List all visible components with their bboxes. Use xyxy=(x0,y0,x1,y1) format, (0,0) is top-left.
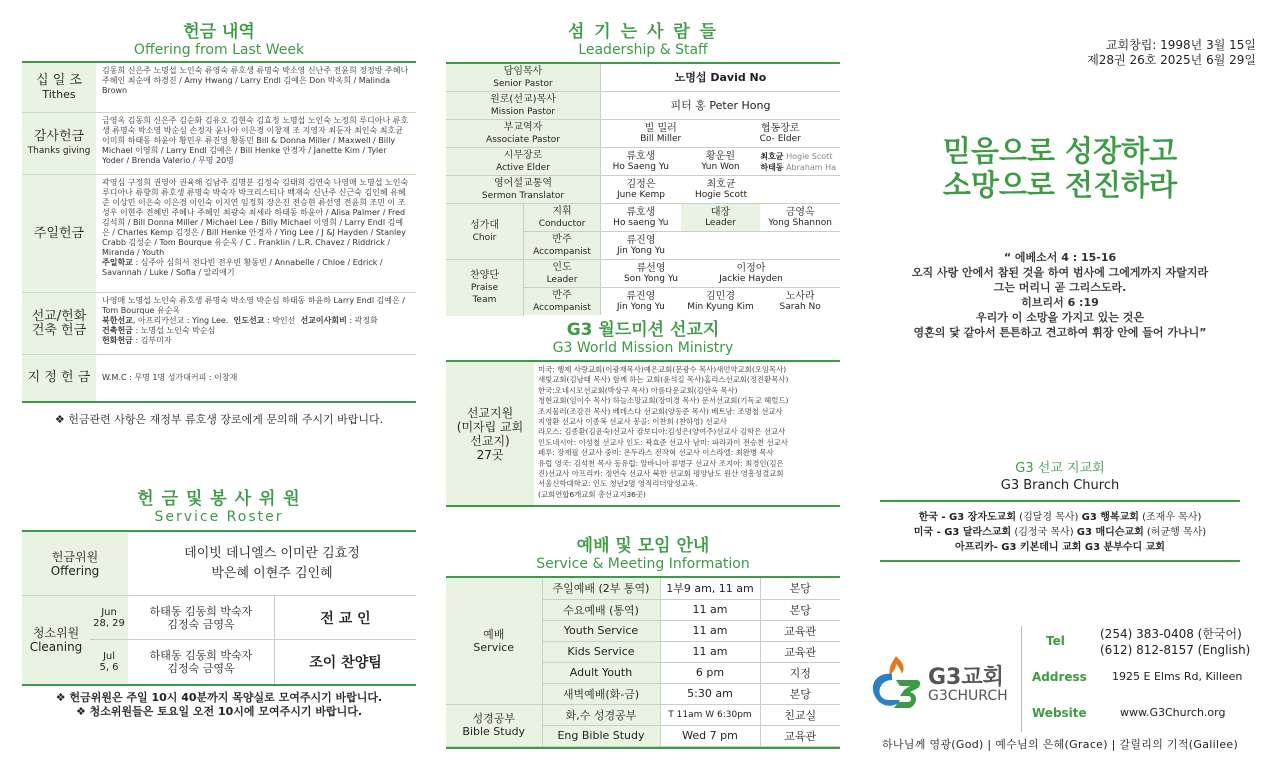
role-en: Team xyxy=(472,295,497,305)
branch-title: G3 선교 지교회 xyxy=(1015,461,1105,476)
service-place: 지정 xyxy=(760,662,840,683)
divider xyxy=(446,747,840,749)
mission-line: 새빛교회(김남태 목사) 함께 하는 교회(윤석길 목사)홈리스선교회(정진환목사) xyxy=(538,375,789,385)
board-label: 선교이사회비 xyxy=(300,316,347,325)
cleaning-group: 전 교 인 xyxy=(274,596,416,639)
verse-line: 히브리서 6 :19 xyxy=(1021,296,1099,309)
offering-row-thanks xyxy=(22,113,416,175)
cleaning-row xyxy=(90,640,416,684)
service-time: 11 am xyxy=(660,641,760,662)
bible-label-en: Bible Study xyxy=(462,725,526,738)
bible-label: 성경공부 xyxy=(472,712,515,725)
branch-church: 아프리카- G3 키본데니 교회 G3 분부수디 교회 xyxy=(955,542,1165,553)
leader-name-en: Hogie Scott xyxy=(694,189,748,200)
role-en: Mission Pastor xyxy=(490,106,556,117)
leader-name: 김정은 xyxy=(626,178,656,190)
study-time: T 11am W 6:30pm xyxy=(660,704,760,725)
leader-name-en: Min Kyung Kim xyxy=(687,301,754,312)
footer-tagline: 하나님께 영광(God) | 예수님의 은혜(Grace) | 갈릴리의 기적(Galilee) xyxy=(881,738,1239,751)
service-name: 수요예배 (통역) xyxy=(542,599,660,620)
branch-list xyxy=(880,510,1240,555)
mission-line: 서울신학대학교: 인도 청년2명 영적리더양성교육. xyxy=(538,479,698,489)
service-time: 5:30 am xyxy=(660,683,760,704)
label-ko: 주일헌금 xyxy=(33,225,85,241)
nk-label: 북한선교 xyxy=(102,316,133,325)
service-label-en: Service xyxy=(473,640,515,654)
leader-name: 빌 밀러 xyxy=(644,122,677,134)
offering-row-mission xyxy=(22,293,416,355)
label-ko2: 건축 헌금 xyxy=(31,322,87,338)
role-en: Choir xyxy=(472,232,497,243)
building-names: : 노명섭 노인숙 박순심 xyxy=(132,326,216,335)
role-ko: 지휘 xyxy=(552,205,572,217)
roster-note-2: ❖ 청소위원들은 토요일 오전 10시에 모여주시기 바랍니다. xyxy=(75,705,363,718)
service-time: 6 pm xyxy=(660,662,760,683)
leader-name-en: Yun Won xyxy=(701,161,740,172)
offering-names: 금영옥 김동희 신은주 김순화 김유오 김현숙 김효정 노명섭 노인숙 노정희 루디아나 류호생 류명숙 박소영 박순심 손정자 윤나아 이은경 이창재 조 지영자 최둔자 최인숙 최호균 이미희 하태동 하윤아 황민우 류진영 황동민 Bill & Donna Miller / Maxwell / Billy Michael 이영희 / Larry Endl 김예은 / Bill Henke 안경자 / Janette Kim / Tyler Yoder / Brenda Valerio / 무명 20명 xyxy=(102,116,409,165)
issue-number: 제28권 26호 2025년 6월 29일 xyxy=(1087,53,1256,67)
service-name: Kids Service xyxy=(542,641,660,662)
offering-row-sunday xyxy=(22,175,416,293)
branch-pastor: (김달경 목사) xyxy=(1015,512,1082,523)
mission-line: 미국: 행제 사랑교회(이광재목사)예은교회(문광수 목사)새언약교회(오임목사) xyxy=(538,365,787,374)
leader-name-en: Jackie Hayden xyxy=(719,273,783,284)
leader-name: 이정아 xyxy=(736,262,766,274)
roster-offering-row xyxy=(22,532,416,596)
leader-name-en: Hogie Scott xyxy=(786,151,833,161)
roster-title: 헌 금 및 봉 사 위 원 xyxy=(137,489,301,509)
role-en: Accompanist xyxy=(533,302,591,313)
roster-cleaning xyxy=(22,596,416,684)
divider xyxy=(22,401,416,403)
leader-name: 류호생 xyxy=(626,150,656,162)
mission-label: 선교지) xyxy=(470,433,510,448)
branch-pastor: (조재우 목사) xyxy=(1138,512,1202,523)
motto-line-1: 믿음으로 성장하고 xyxy=(942,134,1178,168)
website-link[interactable]: www.G3Church.org xyxy=(1120,706,1226,719)
role-ko: 찬양단 xyxy=(470,270,499,281)
role-ko: 성가대 xyxy=(470,219,499,231)
cleaning-names: 김정숙 금영옥 xyxy=(167,617,235,631)
offering-title: 헌금 내역 xyxy=(183,22,255,42)
address-value: 1925 E Elms Rd, Killeen xyxy=(1112,670,1243,683)
leader-name: 최호균 xyxy=(706,178,736,190)
flower-label: 헌화헌금 xyxy=(102,336,133,345)
leader-row-translator xyxy=(446,176,840,204)
branch-church: 한국 - G3 장자도교회 xyxy=(918,512,1016,523)
offering-names-1: 데이빗 데니엘스 이미란 김효정 xyxy=(184,545,360,561)
service-time: 11 am xyxy=(660,620,760,641)
service-time: 11 am xyxy=(660,599,760,620)
role-en: Leader xyxy=(546,274,578,285)
service-name: 새벽예배(화-금) xyxy=(542,683,660,704)
role-en: Leader xyxy=(705,217,736,228)
role-ko: 부교역자 xyxy=(503,121,543,133)
role-en: Conductor xyxy=(538,218,586,229)
label-ko: 선교/헌화 xyxy=(31,308,87,324)
branch-subtitle: G3 Branch Church xyxy=(1000,478,1120,493)
branch-church: 미국 - G3 달라스교회 xyxy=(913,527,1012,538)
offering-names: W.M.C : 무명 1명 성가대커피 : 이창재 xyxy=(102,373,238,382)
mission-title: G3 월드미션 선교지 xyxy=(566,320,720,340)
leader-name-en: Yong Shannon xyxy=(768,217,832,228)
divider xyxy=(880,500,1240,502)
role-ko: 인도 xyxy=(552,261,572,273)
divider xyxy=(1021,626,1022,732)
leader-name-en: Son Yong Yu xyxy=(623,273,679,284)
label-ko: 헌금위원 xyxy=(51,549,99,564)
scripture-verse xyxy=(880,250,1240,340)
role-ko: 반주 xyxy=(552,233,572,245)
offering-note: ❖ 헌금관련 사항은 재정부 류호생 장로에게 문의해 주시기 바랍니다. xyxy=(54,413,384,426)
tel-english[interactable]: (612) 812-8157 (English) xyxy=(1100,643,1251,657)
website-label: Website xyxy=(1032,706,1087,720)
offering-names xyxy=(96,175,416,292)
study-place: 교육관 xyxy=(760,725,840,746)
leadership-subtitle: Leadership & Staff xyxy=(578,42,708,58)
cleaning-names: 김정숙 금영옥 xyxy=(167,662,235,675)
leader-name-en: Ho saeng Yu xyxy=(613,217,669,228)
leader-name: 노사라 xyxy=(785,290,815,302)
mission-list xyxy=(534,362,840,505)
board-names: : 곽정화 xyxy=(346,316,378,325)
study-time: Wed 7 pm xyxy=(660,725,760,746)
tel-label: Tel xyxy=(1046,634,1065,648)
building-label: 건축헌금 xyxy=(102,326,133,335)
worship-subtitle: Service & Meeting Information xyxy=(536,556,750,572)
tel-korean[interactable]: (254) 383-0408 (한국어) xyxy=(1100,627,1242,641)
mission-section xyxy=(446,320,840,507)
role-en: Accompanist xyxy=(533,246,591,257)
label-en: Thanks giving xyxy=(27,145,91,156)
leadership-title: 섬 기 는 사 람 들 xyxy=(567,22,719,42)
leader-name-en: Co- Elder xyxy=(759,133,801,144)
india-label: 인도선교 xyxy=(233,316,265,325)
roster-note-1: ❖ 헌금위원은 주일 10시 40분까지 목양실로 모여주시기 바랍니다. xyxy=(55,691,383,704)
offering-row-tithes xyxy=(22,63,416,113)
offering-section xyxy=(22,22,416,427)
cleaning-names: 하태동 김동희 박숙자 xyxy=(149,649,253,662)
verse-line: 그는 머리니 곧 그리스도라. xyxy=(993,281,1127,294)
role-en: Praise xyxy=(470,283,499,293)
leader-name: 류진영 xyxy=(626,234,656,246)
study-name: Eng Bible Study xyxy=(542,725,660,746)
divider xyxy=(880,560,1240,562)
leader-name: 류진영 xyxy=(626,290,656,302)
offering-names xyxy=(96,293,416,354)
leader-name: 금영옥 xyxy=(785,206,815,218)
role-en: Senior Pastor xyxy=(493,78,553,89)
branch-church: G3 매디슨교회 xyxy=(1076,527,1144,538)
role-ko: 대장 xyxy=(710,206,731,218)
leader-name-en: June Kemp xyxy=(617,189,665,200)
leader-name: 황운원 xyxy=(706,150,735,162)
branch-church: G3 행복교회 xyxy=(1081,512,1139,523)
founded-date: 교회창립: 1998년 3월 15일 xyxy=(1105,38,1256,52)
label-ko: 십 일 조 xyxy=(36,72,82,88)
leader-name: 노명섭 David No xyxy=(674,71,767,84)
service-place: 본당 xyxy=(760,599,840,620)
flower-names: : 김부미자 xyxy=(132,336,172,345)
mission-line: 지영환 선교사 이종복 선교사 몽골: 이찬희 (찬하영) 선교사 xyxy=(538,417,727,427)
service-place: 본당 xyxy=(760,683,840,704)
leader-name-en: Ho Saeng Yu xyxy=(612,161,670,172)
leader-row-mission xyxy=(446,92,840,120)
leader-name-en: Sarah No xyxy=(779,301,821,312)
label-en: Cleaning xyxy=(29,640,83,654)
study-place: 친교실 xyxy=(760,704,840,725)
mission-label: (미자립 교회 xyxy=(456,419,524,434)
role-en: Sermon Translator xyxy=(481,190,565,201)
address-label: Address xyxy=(1032,670,1087,684)
date-days: 5, 6 xyxy=(99,662,119,673)
leader-name: 하태동 xyxy=(760,162,784,172)
cleaning-names: 하태동 김동희 박숙자 xyxy=(149,604,253,618)
role-ko: 담임목사 xyxy=(503,65,543,77)
offering-names: 김동희 신은주 노명섭 노인숙 류영숙 류호생 류명숙 박소영 신난주 전윤희 정정방 주혜나 주혜인 최순애 하경진 / Amy Hwang / Larry Endl 김예은 Don 박옥희 / Malinda Brown xyxy=(102,66,409,95)
roster-subtitle: Service Roster xyxy=(154,509,284,525)
branch-pastor: (허균행 목사) xyxy=(1143,527,1207,538)
leader-name-en: Bill Miller xyxy=(640,133,682,144)
leader-name-en: Jin Yong Yu xyxy=(617,245,665,256)
service-label: 예배 xyxy=(483,627,505,641)
church-logo xyxy=(866,650,1016,712)
leader-name: 협동장로 xyxy=(760,122,800,134)
worship-row xyxy=(446,578,840,599)
role-en: Associate Pastor xyxy=(486,134,560,145)
g3-logo-icon xyxy=(866,650,926,712)
service-place: 본당 xyxy=(760,578,840,599)
leader-name: 피터 홍 Peter Hong xyxy=(670,99,771,112)
service-place: 교육관 xyxy=(760,641,840,662)
leader-row-choir xyxy=(446,204,840,260)
school-label: 주일학교 xyxy=(102,258,133,267)
mission-label: 선교지원 xyxy=(466,405,514,420)
role-ko: 영어설교통역 xyxy=(494,177,552,189)
india-names: : 박인선 xyxy=(264,316,296,325)
label-ko: 지 정 헌 금 xyxy=(27,370,91,385)
service-time: 1부9 am, 11 am xyxy=(660,578,760,599)
offering-row-designated xyxy=(22,355,416,401)
role-ko: 반주 xyxy=(552,289,572,301)
mission-names: 나영매 노명섭 노인숙 류호생 류명숙 박소영 박순심 하태동 하윤하 Larry Endl 김예은 / Tom Bourque 유순옥 xyxy=(102,296,406,315)
branch-pastor: (김정국 목사) xyxy=(1011,527,1077,538)
verse-line: “ 에베소서 4 : 15-16 xyxy=(1003,251,1117,264)
offering-subtitle: Offering from Last Week xyxy=(133,42,305,58)
offering-names-2: 박은혜 이현주 김인혜 xyxy=(211,565,333,581)
label-ko: 감사헌금 xyxy=(33,128,85,144)
role-ko: 원로(선교)목사 xyxy=(490,93,556,105)
mission-line: 한국:오네시모선교회(박상구 목사) 아름다운교회(김안옥 목사) xyxy=(538,385,738,395)
divider xyxy=(446,505,840,507)
service-place: 교육관 xyxy=(760,620,840,641)
worship-table xyxy=(446,578,840,747)
label-ko: 청소위원 xyxy=(32,626,80,640)
label-en: Offering xyxy=(50,563,100,578)
role-en: Active Elder xyxy=(496,162,550,173)
leader-name: 최호균 xyxy=(760,151,784,161)
leader-name: 류선영 xyxy=(636,262,666,274)
leader-row-praise xyxy=(446,260,840,316)
verse-line: 우리가 이 소망을 가지고 있는 것은 xyxy=(976,311,1144,324)
role-ko: 시무장로 xyxy=(503,149,543,161)
service-name: Adult Youth xyxy=(542,662,660,683)
worship-row xyxy=(446,704,840,725)
date-month: Jul xyxy=(102,651,116,662)
motto xyxy=(880,134,1240,202)
service-name: 주일예배 (2부 통역) xyxy=(542,578,660,599)
issue-info xyxy=(1087,38,1256,68)
service-name: Youth Service xyxy=(542,620,660,641)
tel-numbers xyxy=(1100,626,1250,658)
mission-label: 27곳 xyxy=(476,447,504,462)
nk-names: , 아프리카선교 : Ying Lee. xyxy=(132,316,229,325)
mission-line: 유럽 영국: 김석천 목사 동유럽: 알바니아 류병구 선교사 조지아: 최경인(김은 xyxy=(538,458,784,468)
mission-line: 청현교회(임이수 목사) 하늘소망교회(장미경 목사) 문서선교회(기독교 헤럴드) xyxy=(538,396,789,406)
divider xyxy=(22,684,416,686)
worship-section xyxy=(446,536,840,749)
date-days: 28, 29 xyxy=(93,617,125,629)
cleaning-group: 조이 찬양팀 xyxy=(274,640,416,684)
cleaning-row xyxy=(90,596,416,640)
leader-row-elder xyxy=(446,148,840,176)
logo-text-en: G3CHURCH xyxy=(928,688,1008,704)
motto-line-2: 소망으로 전진하라 xyxy=(942,168,1178,202)
leader-name: 류호생 xyxy=(626,206,656,218)
mission-body xyxy=(446,362,840,505)
study-name: 화,수 성경공부 xyxy=(542,704,660,725)
logo-text: G3교회 xyxy=(928,665,1004,690)
sunday-names: 곽영심 구정희 권영아 권육해 김남주 김명분 김정숙 김태희 김연숙 나영매 노명섭 노인숙 루디아나 류향희 류호생 류명숙 박숙자 박크리스티나 백재숙 신난주 신근숙 김인혜 유혜준 이상민 이은숙 이은경 이인숙 이지연 임정희 장은진 전승현 류선영 전윤희 조민 이 조성우 이현주 전혜빈 주혜나 주혜인 최광숙 최세라 하태동 하윤아 / Alisa Palmer / Fred 김석희 / Bill Donna Miller / Michael Lee / Billy Michael 이영희 / Larry Endl 김예은 / Charles Kemp 김정은 / Bill Henke 안경자 / Ying Lee / J &J Hayden / Stanley Crabb 김성순 / Tom Bourque 유순옥 / C . Franklin / L.R. Chavez / Riddrick / Miranda / Youth xyxy=(102,178,409,257)
branch-heading xyxy=(880,460,1240,494)
verse-line: 영혼의 닻 같아서 튼튼하고 견고하여 휘장 안에 들어 가나니” xyxy=(913,326,1207,339)
date-month: Jun xyxy=(101,606,117,618)
school-names: : 심주아 심희서 전다빈 전우빈 황동빈 / Annabelle / Chloe / Edrick / Savannah / Luke / Sofia / 알리애기 xyxy=(102,258,383,277)
mission-line: 인도네시아: 이성철 선교사 인도: 곽효준 선교사 남미: 파라과이 전승천 선교사 xyxy=(538,437,788,447)
leadership-section xyxy=(446,22,840,316)
leader-name-en: Abraham Ha xyxy=(786,162,837,172)
mission-line: 페루: 장재필 선교사 중미: 온두라스 전작혁 선교사 이스라엘: 최완병 목사 xyxy=(538,448,774,458)
worship-title: 예배 및 모임 안내 xyxy=(576,536,710,556)
leader-row-assoc xyxy=(446,120,840,148)
label-en: Tithes xyxy=(42,87,76,101)
roster-section xyxy=(22,489,416,719)
leader-name: 김민경 xyxy=(706,290,735,302)
mission-line: 진)선교사 아프리카: 정연숙 선교사 북한 선교회 평양남도 원산 영흥성결교회 xyxy=(538,469,784,479)
mission-line: (교회연합6개교회 총선교지36곳) xyxy=(538,489,646,499)
leader-row-senior xyxy=(446,64,840,92)
verse-line: 오직 사랑 안에서 참된 것을 하여 범사에 그에게까지 자랄지라 xyxy=(911,266,1209,279)
mission-line: 조지물러(조감진 목사) 베데스다 선교회(양동준 목사) 베트남: 조명철 선교사 xyxy=(538,406,783,416)
mission-line: 라오스: 김종환(김윤숙)선교사 캄보디아:김성은(양여주)선교사 김학은 선교사 xyxy=(538,427,786,437)
leader-name-en: Jin Yong Yu xyxy=(616,301,665,312)
mission-subtitle: G3 World Mission Ministry xyxy=(552,340,734,356)
